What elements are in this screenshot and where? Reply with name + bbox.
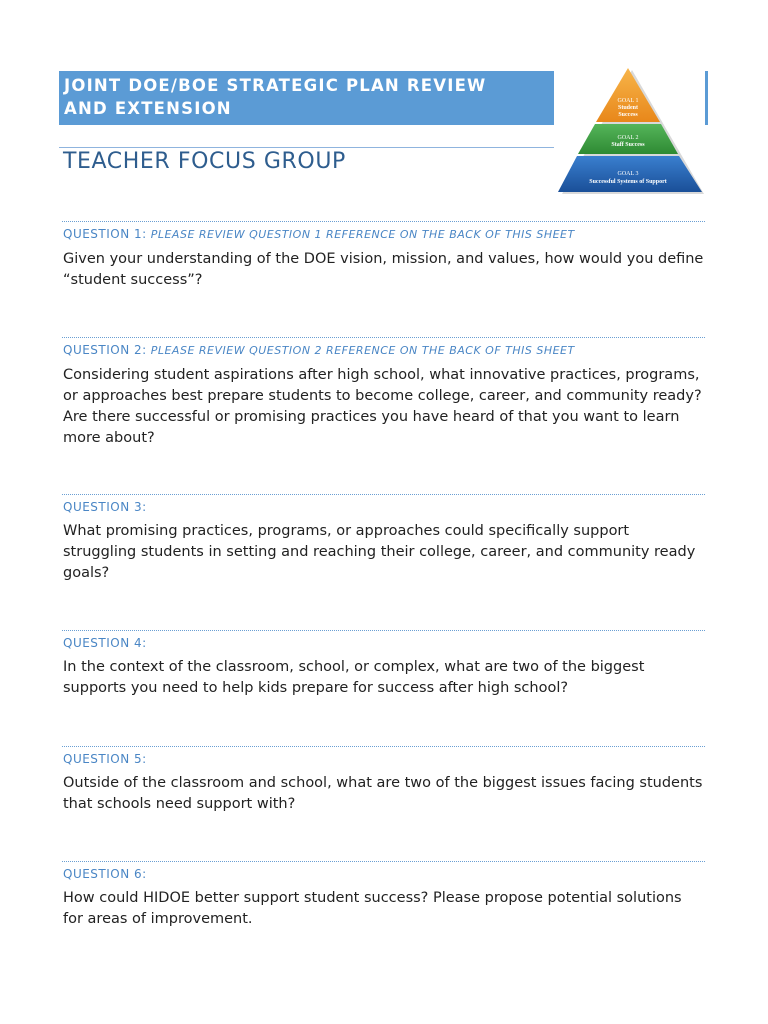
goal3-label: GOAL 3 [617, 171, 639, 177]
question-text: Given your understanding of the DOE vision, mission, and values, how would you define “student success”? [63, 251, 704, 288]
question-6 [63, 861, 705, 930]
question-1 [63, 221, 705, 291]
subtitle-divider [59, 147, 554, 148]
question-label [63, 499, 705, 515]
question-divider [62, 221, 705, 222]
question-3 [63, 494, 705, 584]
question-number: QUESTION 2: [63, 343, 147, 357]
page-subtitle: TEACHER FOCUS GROUP [63, 149, 346, 174]
question-text: How could HIDOE better support student success? Please propose potential solutions for areas of improvement. [63, 890, 682, 927]
title-banner [59, 71, 554, 125]
question-5 [63, 746, 705, 815]
goal2-name: Staff Success [611, 142, 645, 148]
question-number: QUESTION 3: [63, 500, 147, 514]
title-line-1: JOINT DOE/BOE STRATEGIC PLAN REVIEW [64, 76, 487, 95]
question-text: Outside of the classroom and school, what are two of the biggest issues facing students that schools need support with? [63, 775, 703, 812]
question-label [63, 635, 705, 651]
goal1-name-b: Success [618, 112, 638, 118]
question-4 [63, 630, 705, 699]
question-divider [62, 337, 705, 338]
title-line-2: AND EXTENSION [64, 99, 232, 118]
question-divider [62, 861, 705, 862]
question-label [63, 751, 705, 767]
question-text: What promising practices, programs, or approaches could specifically support struggling students in setting and reaching their college, career, and community ready goals? [63, 523, 696, 581]
goal3-name: Successful Systems of Support [589, 179, 667, 185]
question-number: QUESTION 6: [63, 867, 147, 881]
question-reference: PLEASE REVIEW QUESTION 1 REFERENCE ON THE BACK OF THIS SHEET [150, 228, 575, 241]
question-label [63, 342, 705, 359]
goal1-label: GOAL 1 [617, 98, 639, 104]
question-number: QUESTION 5: [63, 752, 147, 766]
question-label [63, 226, 705, 243]
question-number: QUESTION 4: [63, 636, 147, 650]
question-label [63, 866, 705, 882]
question-reference: PLEASE REVIEW QUESTION 2 REFERENCE ON THE BACK OF THIS SHEET [150, 344, 575, 357]
question-text: In the context of the classroom, school, or complex, what are two of the biggest supports you need to help kids prepare for success after high school? [63, 659, 645, 696]
question-text: Considering student aspirations after high school, what innovative practices, programs, or approaches best prepare students to become college, career, and community ready? Are there successful or promising practices you have heard of that you want to learn more about? [63, 367, 702, 446]
goals-pyramid-graphic [556, 66, 708, 198]
question-number: QUESTION 1: [63, 227, 147, 241]
question-divider [62, 630, 705, 631]
question-divider [62, 746, 705, 747]
goal1-name-a: Student [617, 105, 639, 111]
goal2-label: GOAL 2 [617, 135, 639, 141]
question-divider [62, 494, 705, 495]
question-2 [63, 337, 705, 449]
